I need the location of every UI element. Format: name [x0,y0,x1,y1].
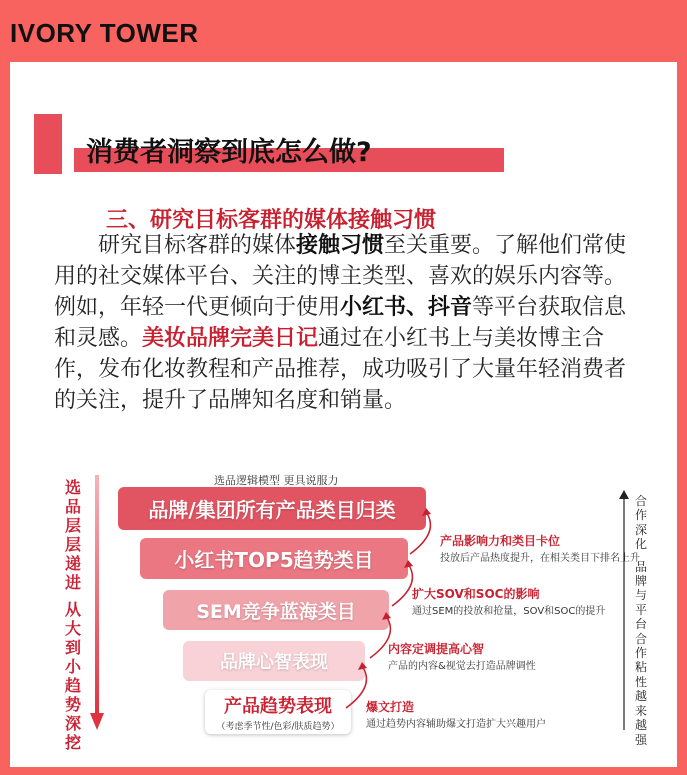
left-label-char: 趋 [64,676,81,695]
section-paragraph [54,230,644,416]
paragraph-run-2: 至关重要。了解他们常使用的社交媒体平台、关注的博主类型、喜欢的娱乐内容等。例如，年轻一代更倾向于使用 [54,233,627,320]
level-5-bar [205,690,351,734]
note-3-desc: 产品的内容&视觉去打造品牌调性 [388,661,536,672]
right-label-char: 来 [634,703,647,718]
upward-arrow-icon [619,490,629,730]
downward-arrow-icon [90,475,104,730]
level-3-bar: SEM竞争蓝海类目 [163,590,389,630]
level-4-bar: 品牌心智表现 [183,641,365,681]
title-accent-block [34,114,62,174]
note-3-title: 内容定调提高心智 [388,642,485,656]
note-1-title: 产品影响力和类目卡位 [440,534,561,548]
left-label-char: 从 [64,600,81,619]
right-label-char: 强 [634,732,647,747]
paragraph-run-0: 研究目标客群的媒体 [98,233,297,258]
note-1-desc: 投放后产品热度提升，在相关类目下排名上升 [440,553,640,564]
brand-logo-text: IVORY TOWER [10,18,199,48]
left-label-char: 挖 [64,733,81,752]
right-label-char: 平 [634,602,647,617]
right-label-char: 台 [634,617,647,632]
paragraph-run-1: 接触习惯 [296,233,385,258]
level-5-sub-label: （考虑季节性/色彩/肤质趋势） [216,722,340,732]
note-1 [440,532,640,564]
paragraph-run-3: 小红书、抖音 [340,295,473,320]
left-label-char: 小 [64,657,81,676]
level-2-bar: 小红书TOP5趋势类目 [140,538,408,579]
note-4-desc: 通过趋势内容辅助爆文打造扩大兴趣用户 [366,719,546,730]
right-label-char: 粘 [634,660,647,675]
section-heading: 三、研究目标客群的媒体接触习惯 [106,208,437,233]
paragraph-run-6: 通过在小红书上与美妆博主合作，发布化妆教程和产品推荐，成功吸引了大量年轻消费者的关注，提升了品牌知名度和销量。 [54,326,627,413]
left-label-char: 品 [64,497,81,516]
right-label-char: 作 [634,646,647,661]
right-label-char: 品 [634,559,647,574]
left-label-char: 进 [64,573,81,592]
paragraph-run-5: 美妆品牌完美日记 [142,326,319,351]
note-4-title: 爆文打造 [366,700,415,714]
left-label-char: 到 [64,638,81,657]
left-label-char: 层 [64,516,81,535]
right-label-char: 合 [634,494,647,508]
right-label-char: 与 [634,588,647,603]
connector-curve-1 [404,508,444,560]
right-label-char: 性 [634,674,647,689]
right-label-char: 作 [634,508,647,523]
left-label-char: 层 [64,535,81,554]
left-label-char: 选 [64,478,81,497]
paragraph-run-4: 等平台获取信息和灵感。 [54,295,627,351]
left-label-char: 递 [64,554,81,573]
right-label-char: 牌 [634,574,647,589]
level-1-bar: 品牌/集团所有产品类目归类 [118,487,426,530]
left-label-char: 势 [64,695,81,714]
right-label-char: 合 [634,631,647,646]
note-2-title: 扩大SOV和SOC的影响 [412,587,540,601]
right-label-char: 深 [634,522,647,537]
note-2-desc: 通过SEM的投放和抢量，SOV和SOC的提升 [412,606,606,617]
left-side-label [62,478,84,752]
left-label-char: 大 [64,619,81,638]
note-3 [388,640,536,672]
right-label-char: 越 [634,718,647,733]
right-label-char: 越 [634,689,647,704]
page-title: 消费者洞察到底怎么做? [86,137,372,168]
left-label-char: 深 [64,714,81,733]
model-caption: 选品逻辑模型 更具说服力 [214,474,339,487]
note-4 [366,698,546,730]
note-2 [412,585,605,617]
right-label-char: 化 [634,537,647,552]
level-5-label: 产品趋势表现 [224,696,332,717]
